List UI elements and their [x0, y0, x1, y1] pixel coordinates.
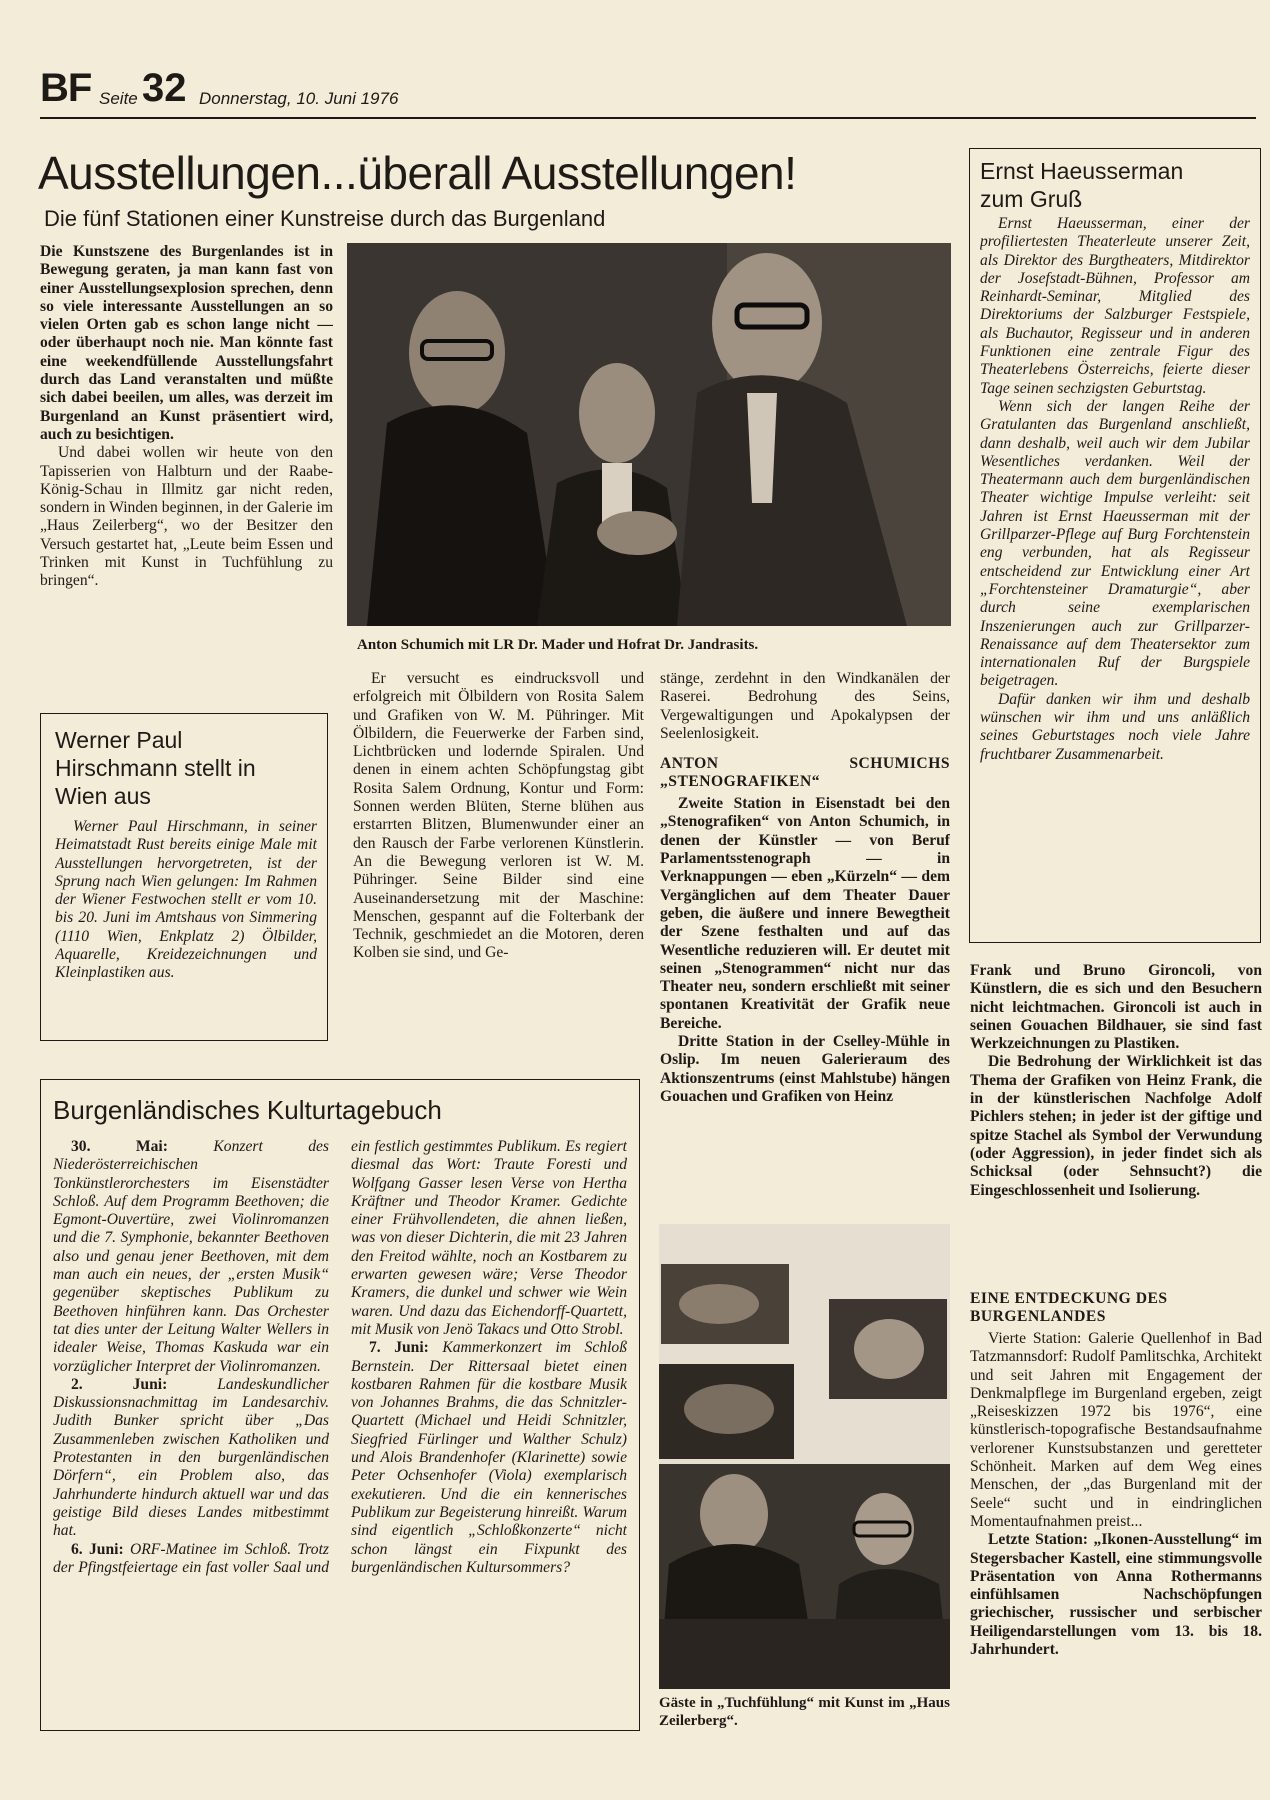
article-column-2: [353, 670, 644, 1058]
article-paragraph: Frank und Bruno Gironcoli, von Künstlern, die es sich und den Besuchern nicht leichtmachen. Gironcoli ist auch in seinen Gouachen Bildhauer, sie sind fast Werkzeichnungen zu Plastiken.: [970, 962, 1262, 1053]
header-rule: [40, 117, 1256, 119]
kulturtagebuch-entry: [351, 1339, 627, 1577]
section-heading-stenografiken: ANTON SCHUMICHS „STENOGRAFIKEN“: [660, 755, 950, 791]
kulturtagebuch-entries: [53, 1138, 627, 1724]
entry-date: 6. Juni:: [71, 1540, 124, 1558]
entry-date: 7. Juni:: [369, 1339, 429, 1357]
page-headline: Ausstellungen...überall Ausstellungen!: [38, 147, 797, 199]
article-paragraph: Letzte Station: „Ikonen-Ausstellung“ im Stegersbacher Kastell, eine stimmungsvolle Präsentation von Anna Rothermanns einfühlsamen Nachschöpfungen griechischer, russischer und serbischer Heiligendarstellungen vom 13. bis 18. Jahrhundert.: [970, 1531, 1262, 1659]
hirschmann-box-title: Werner Paul Hirschmann stellt in Wien aus: [55, 727, 256, 809]
haeusserman-box-title: Ernst Haeusserman zum Gruß: [980, 158, 1184, 212]
issue-date: Donnerstag, 10. Juni 1976: [199, 89, 399, 108]
entry-text: Landeskundlicher Diskussionsnachmittag im Landesarchiv. Judith Bunker spricht über „Das Zusammenleben zwischen Katholiken und Protestanten in den burgenländischen Dörfern“, ein Problem also, das Jahrhunderte hindurch aktuell war und das geistige Bild dieses Landes mitbestimmt hat.: [53, 1375, 329, 1540]
article-lead-column: [40, 243, 333, 688]
entry-text: Kammerkonzert im Schloß Bernstein. Der Rittersaal bietet einen kostbaren Rahmen für die kostbare Musik von Johannes Brahms, die das Schnitzler-Quartett (Michael und Heidi Schnitzler, Siegfried Fürlinger und Walther Schulz) und Alois Brandenhofer (Klarinette) sowie Peter Ochsenhofer (Viola) exemplarisch exekutieren. Und die ein kennerisches Publikum zur Begeisterung hinreißt. Warum sind eigentlich „Schloßkonzerte“ nicht schon längst ein Fixpunkt des burgenländischen Kultursommers?: [351, 1339, 627, 1576]
article-paragraph: Die Bedrohung der Wirklichkeit ist das Thema der Grafiken von Heinz Frank, die in der künstlerischen Nachfolge Adolf Pichlers stehen; in jeder ist der giftige und spitze Stachel als Symbol der Verwundung (oder Aggression), in jeder findet sich als Schicksal (oder Sehnsucht?) die Eingeschlossenheit und Isolierung.: [970, 1053, 1262, 1199]
article-paragraph: stänge, zerdehnt in den Windkanälen der Raserei. Bedrohung des Seins, Vergewaltigungen und Apokalypsen der Seelenlosigkeit.: [660, 670, 950, 742]
article-column-3: [660, 670, 950, 1218]
gallery-guests-photo: [659, 1224, 950, 1689]
entry-text: Konzert des Niederösterreichischen Tonkünstlerorchesters im Eisenstädter Schloß. Auf dem Programm Beethoven; die Egmont-Ouvertüre, zwei Violinromanzen und die 7. Symphonie, bekannter Beethoven also und genau jener Beethoven, mit dem man auch ein neues, der „ersten Musik“ gegenüber skeptisches Publikum zu Beethoven hinführen kann. Das Orchester tat dies unter der Leitung Walter Wellers in idealer Weise, Thomas Kaskuda war ein vorzüglicher Interpret der Violinromanzen.: [53, 1138, 330, 1375]
newspaper-logo: BF: [40, 66, 92, 110]
page-label: Seite: [99, 89, 138, 108]
photo-2-caption: Gäste in „Tuchfühlung“ mit Kunst im „Haus Zeilerberg“.: [659, 1695, 950, 1730]
article-column-4: [970, 962, 1262, 1267]
article-photo-2: [659, 1224, 950, 1689]
entry-text: ORF-Matinee im Schloß. Trotz der Pfingstfeiertage ein fast voller Saal und ein festlich gestimmtes Publikum. Es regiert diesmal das Wort: Traute Foresti und Wolfgang Gasser lesen Verse von Hertha Kräftner und Theodor Kramer. Gedichte einer Frühvollendeten, die ahnen ließen, was von dieser Dichterin, die mit 23 Jahren den Freitod wählte, noch an Kostbarem zu erwarten gewesen wäre; Verse Theodor Kramers, die dunkel und schwer wie Wein waren. Und dazu das Eichendorff-Quartett, mit Musik von Jenö Takacs und Otto Strobl.: [53, 1138, 627, 1576]
photo-caption: Anton Schumich mit LR Dr. Mader und Hofrat Dr. Jandrasits.: [357, 637, 759, 653]
article-paragraph: Zweite Station in Eisenstadt bei den „Stenografiken“ von Anton Schumich, in denen der Künstler — von Beruf Parlamentsstenograph — in Verknappungen — eben „Kürzeln“ — dem Vergänglichen auf dem Theater Dauer geben, die äußere und innere Bewegtheit der Szene festhalten und auf das Wesentliche reduzieren will. Er deutet mit seinen „Stenogrammen“ nicht nur das Theater neu, sondern erschließt mit seiner spontanen Kreativität der Grafik neue Bereiche.: [660, 795, 950, 1032]
haeusserman-box: [969, 148, 1261, 943]
hirschmann-paragraph: Werner Paul Hirschmann, in seiner Heimatstadt Rust bereits einige Male mit Ausstellungen hervorgetreten, ist der Sprung nach Wien gelungen: Im Rahmen der Wiener Festwochen stellt er vom 10. bis 20. Juni im Amtshaus von Simmering (1110 Wien, Enkplatz 2) Ölbilder, Aquarelle, Kreidezeichnungen und Kleinplastiken aus.: [55, 818, 317, 982]
page-number: 32: [142, 66, 187, 110]
entry-date: 30. Mai:: [71, 1138, 168, 1155]
section-heading-entdeckung: EINE ENTDECKUNG DES BURGENLANDES: [970, 1290, 1168, 1325]
haeusserman-paragraph-2: Wenn sich der langen Reihe der Gratulanten das Burgenland anschließt, dann deshalb, weil auch wir dem Jubilar Wesentliches verdanken. Weil der Theatermann auch dem burgenländischen Theater wichtige Impulse verleiht: seit Jahren ist Ernst Haeusserman mit der Grillparzer-Pflege auf Burg Forchtenstein eng verbunden, hat als Regisseur entscheidend zur Entwicklung einer Art „Forchtensteiner Dramaturgie“, aber durch seine exemplarischen Inszenierungen auch zur Grillparzer-Renaissance auf dem Theatersektor zum internationalen Ruf der Burgspiele beigetragen.: [980, 397, 1250, 690]
entry-date: 2. Juni:: [71, 1375, 168, 1393]
article-paragraph: Und dabei wollen wir heute von den Tapisserien von Halbturn und der Raabe-König-Schau in Illmitz gar nicht reden, sondern in Winden beginnen, in der Galerie im „Haus Zeilerberg“, wo der Besitzer den Versuch gestartet hat, „Leute beim Essen und Trinken mit Kunst in Tuchfühlung zu bringen“.: [40, 444, 333, 590]
kulturtagebuch-entry: [53, 1376, 329, 1541]
article-paragraph: Vierte Station: Galerie Quellenhof in Bad Tatzmannsdorf: Rudolf Pamlitschka, Architekt und seit Jahren mit Engagement der Denkmalpflege im Burgenland ergeben, zeigt „Reiseskizzen 1972 bis 1976“, eine künstlerisch-topografische Bestandsaufnahme verlorener Kunstsubstanzen und geretteter Schönheit. Marken auf dem Weg eines Menschen, der „das Burgenland mit der Seele“ sucht und in eindringlichen Momentaufnahmen preist...: [970, 1330, 1262, 1530]
page-subheadline: Die fünf Stationen einer Kunstreise durch das Burgenland: [44, 206, 606, 231]
haeusserman-paragraph-3: Dafür danken wir ihm und deshalb wünschen wir ihm und uns anläßlich seines Geburtstages noch viele Jahre fruchtbarer Zusammenarbeit.: [980, 690, 1250, 763]
article-paragraph: Dritte Station in der Cselley-Mühle in Oslip. Im neuen Galerieraum des Aktionszentrums (einst Mahlstube) hängen Gouachen und Grafiken von Heinz: [660, 1033, 950, 1105]
kulturtagebuch-box-title: Burgenländisches Kulturtagebuch: [53, 1095, 442, 1125]
kulturtagebuch-box: [40, 1079, 640, 1731]
haeusserman-box-text: [980, 215, 1250, 933]
kulturtagebuch-entry: [53, 1138, 329, 1376]
article-photo: [347, 243, 951, 626]
article-column-4-b: [970, 1290, 1262, 1730]
three-men-photo: [347, 243, 951, 626]
hirschmann-box: [40, 713, 328, 1041]
haeusserman-paragraph-1: Ernst Haeusserman, einer der profiliertesten Theaterleute unserer Zeit, als Direktor des Burgtheaters, Mitdirektor der Josefstadt-Bühnen, Professor am Reinhardt-Seminar, Mitglied des Direktoriums der Salzburger Festspiele, als Buchautor, Regisseur und in anderen Funktionen eine zentrale Figur des Theaterlebens Österreichs, feierte dieser Tage seinen sechzigsten Geburtstag.: [980, 215, 1250, 397]
article-lead: Die Kunstszene des Burgenlandes ist in Bewegung geraten, ja man kann fast von einer Ausstellungsexplosion sprechen, denn so viele interessante Ausstellungen an so vielen Orten gab es schon lange nicht — oder überhaupt noch nie. Man könnte fast eine weekendfüllende Ausstellungsfahrt durch das Land veranstalten und müßte sich dabei beeilen, um alles, was derzeit im Burgenland an Kunst präsentiert wird, auch zu besichtigen.: [40, 243, 333, 443]
hirschmann-box-text: [55, 818, 317, 1036]
article-paragraph: Er versucht es eindrucksvoll und erfolgreich mit Ölbildern von Rosita Salem und Grafiken von W. M. Pühringer. Mit Ölbildern, die Feuerwerke der Farben sind, Lichtbrücken und lodernde Spiralen. Und denen in einem achten Schöpfungstag gibt Rosita Salem Ordnung, Kontur und Form: Sonnen werden Blüten, Sterne blühen aus erstarrten Blitzen, Blumenwunder einer an den Rausch der Farbe verlorenen Künstlerin. An die Bewegung verloren ist W. M. Pühringer. Seine Bilder sind eine Auseinandersetzung mit der Maschine: Menschen, gespannt auf die Folterbank der Technik, geschmiedet an die Motoren, deren Kolben sie sind, und Ge-: [353, 670, 644, 962]
